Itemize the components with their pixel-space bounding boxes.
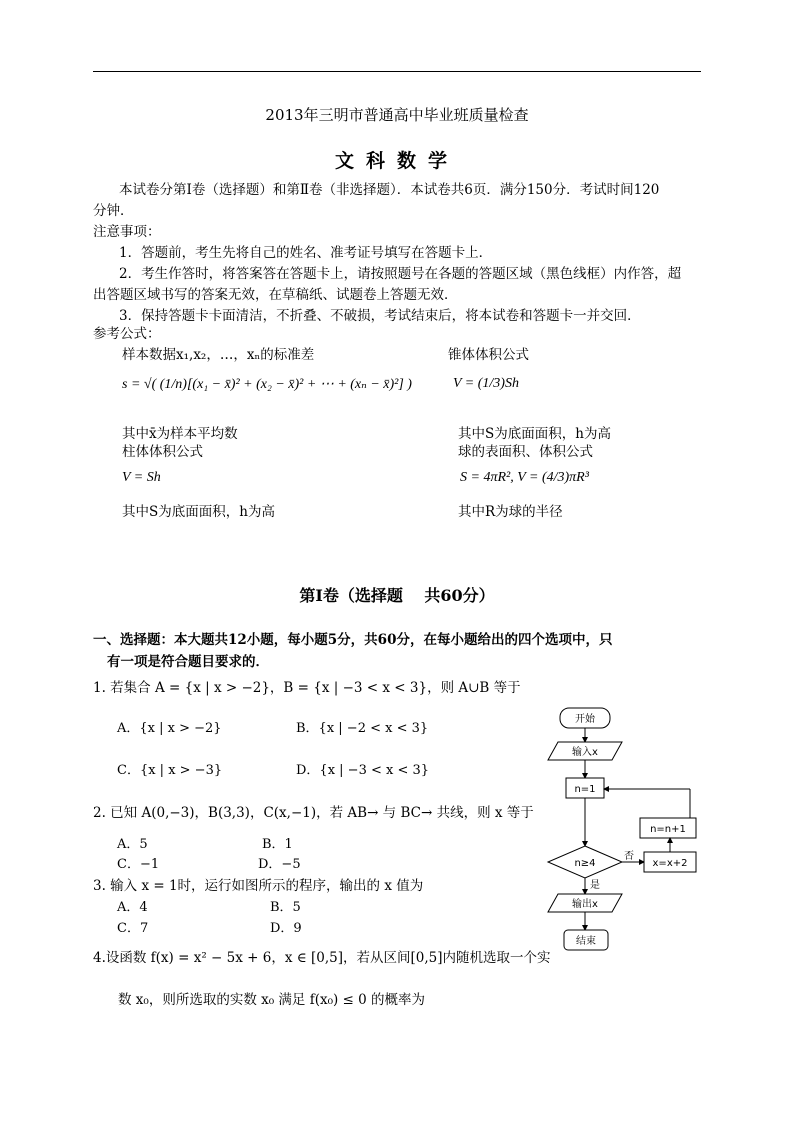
q2-stem: 2. 已知 A(0,−3)，B(3,3)，C(x,−1)，若 AB→ 与 BC→ 共线，则 x 等于 (93, 805, 534, 821)
sd-formula: s = √( (1/n)[(x₁ − x̄)² + (x₂ − x̄)² + ⋯ + (xₙ − x̄)²] ) (122, 377, 412, 392)
note-2: 2．考生作答时，将答案答在答题卡上，请按照题号在各题的答题区域（黑色线框）内作答，超 (119, 266, 682, 282)
q1-option-c: C．{x | x > −3} (117, 763, 223, 778)
section-instruction-cont: 有一项是符合题目要求的． (107, 654, 269, 670)
sd-label: 样本数据x₁,x₂，…，xₙ的标准差 (122, 347, 315, 363)
section-title: 第Ⅰ卷（选择题 共60分） (299, 586, 495, 605)
notice-title: 注意事项： (93, 224, 161, 240)
q2-option-d: D．−5 (258, 857, 301, 872)
sphere-formula: S = 4πR², V = (4/3)πR³ (460, 470, 589, 485)
prism-formula: V = Sh (122, 470, 161, 485)
flow-input-text: 输入x (572, 747, 598, 758)
q1-stem: 1. 若集合 A = {x | x > −2}，B = {x | −3 < x < 3}，则 A∪B 等于 (93, 680, 521, 696)
q3-option-d: D．9 (270, 921, 302, 936)
q2-option-c: C．−1 (117, 857, 160, 872)
cone-note: 其中S为底面面积，h为高 (458, 426, 611, 442)
q1-option-d: D．{x | −3 < x < 3} (296, 763, 430, 778)
note-2-cont: 出答题区域书写的答案无效，在草稿纸、试题卷上答题无效． (93, 287, 458, 303)
flow-update-n-text: n=n+1 (650, 824, 686, 835)
program-flowchart (540, 700, 720, 960)
flow-end-text: 结束 (576, 936, 596, 947)
q2-option-b: B．1 (262, 837, 293, 852)
flow-init-text: n=1 (574, 784, 596, 795)
ref-title: 参考公式： (93, 326, 161, 342)
q3-option-b: B．5 (270, 900, 301, 915)
prism-note: 其中S为底面面积，h为高 (122, 504, 275, 520)
flow-output-text: 输出x (572, 899, 598, 910)
q2-option-a: A．5 (117, 837, 148, 852)
intro-line-1: 本试卷分第Ⅰ卷（选择题）和第Ⅱ卷（非选择题）．本试卷共6页．满分150分．考试时间120 (119, 182, 660, 198)
sphere-label: 球的表面积、体积公式 (458, 444, 593, 460)
sd-note: 其中x̄为样本平均数 (122, 426, 238, 442)
intro-line-2: 分钟． (93, 203, 134, 219)
cone-formula: V = (1/3)Sh (453, 376, 519, 391)
flow-update-x-text: x=x+2 (652, 858, 688, 869)
section-instruction: 一、选择题：本大题共12小题，每小题5分，共60分，在每小题给出的四个选项中，只 (93, 632, 613, 648)
note-3: 3．保持答题卡卡面清洁，不折叠、不破损，考试结束后，将本试卷和答题卡一并交回． (119, 308, 641, 324)
subject-title: 文科数学 (334, 150, 459, 172)
q1-option-b: B．{x | −2 < x < 3} (296, 721, 429, 736)
note-1: 1．答题前，考生先将自己的姓名、准考证号填写在答题卡上． (119, 245, 493, 261)
q3-option-a: A．4 (117, 900, 148, 915)
top-rule (93, 71, 701, 72)
prism-label: 柱体体积公式 (122, 444, 203, 460)
cone-label: 锥体体积公式 (448, 347, 529, 363)
q3-option-c: C．7 (117, 921, 149, 936)
flow-start-text: 开始 (575, 714, 595, 725)
q3-stem: 3. 输入 x = 1时，运行如图所示的程序，输出的 x 值为 (93, 878, 424, 894)
q4-stem-cont: 数 x₀，则所选取的实数 x₀ 满足 f(x₀) ≤ 0 的概率为 (118, 992, 426, 1008)
flow-yes-label: 是 (590, 880, 600, 891)
q1-option-a: A．{x | x > −2} (117, 721, 222, 736)
q4-stem: 4.设函数 f(x) = x² − 5x + 6，x ∈ [0,5]，若从区间[0,5]内随机选取一个实 (93, 950, 551, 966)
flow-decision-text: n≥4 (574, 858, 596, 869)
flow-no-label: 否 (624, 851, 634, 862)
sphere-note: 其中R为球的半径 (458, 504, 563, 520)
exam-title: 2013年三明市普通高中毕业班质量检查 (265, 106, 529, 124)
